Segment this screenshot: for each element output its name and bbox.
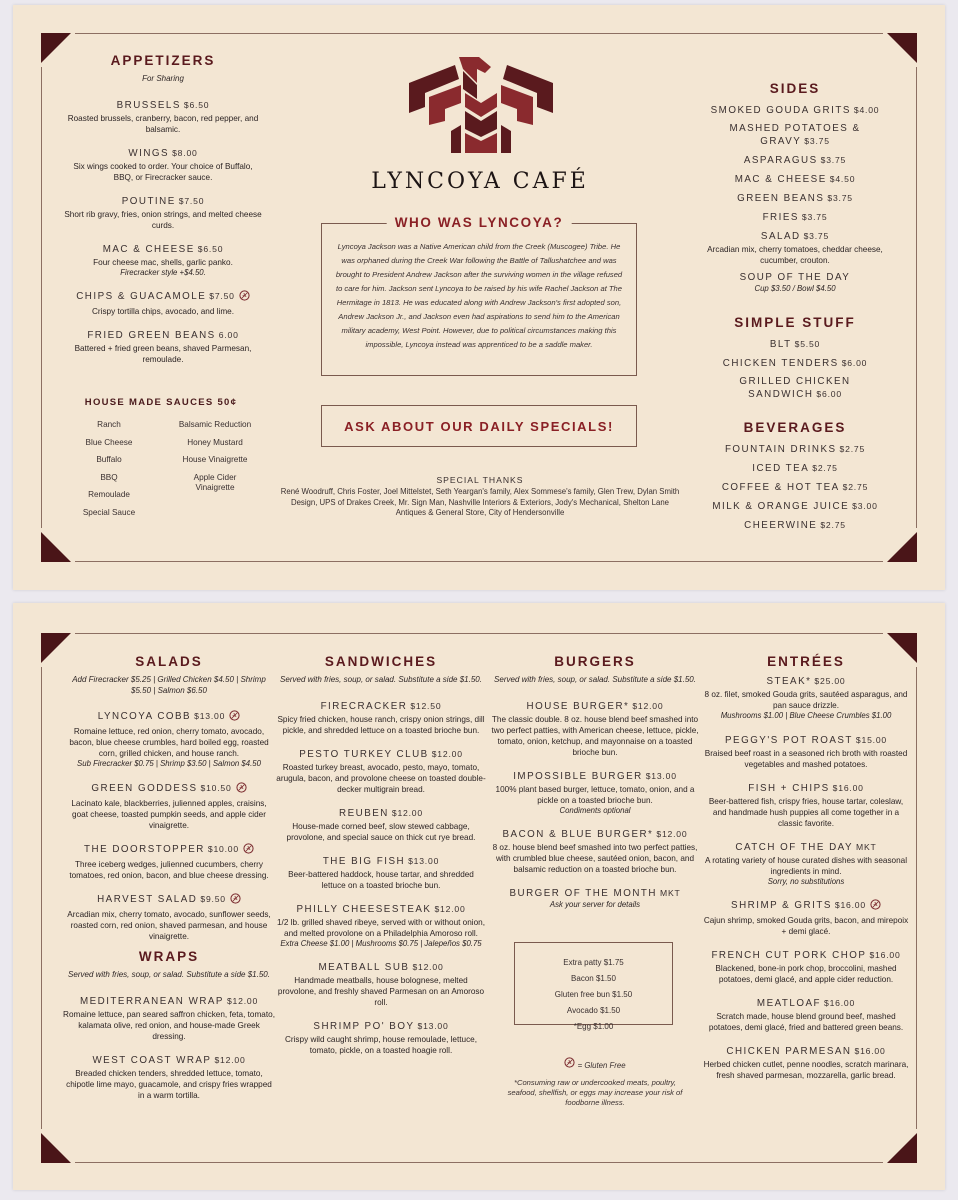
- item-name: MEATLOAF: [756, 998, 821, 1009]
- section-title: SANDWICHES: [324, 654, 438, 669]
- item-name: BURGER OF THE MONTH: [509, 888, 657, 899]
- item-price: $3.75: [827, 193, 853, 203]
- menu-item: [275, 807, 487, 843]
- item-price: $4.00: [853, 105, 880, 115]
- sauce-item: Special Sauce: [82, 507, 136, 517]
- item-description: Beer-battered fish, crispy fries, house tartar, coleslaw, and handmade hush puppies all come together in a classic favorite.: [708, 796, 904, 828]
- menu-item: [275, 855, 487, 891]
- item-header: [701, 899, 911, 914]
- menu-item: [701, 899, 911, 937]
- item-header: [700, 519, 890, 532]
- item-name: PEGGY'S POT ROAST: [725, 734, 853, 746]
- item-name: CHIPS & GUACAMOLE: [76, 291, 207, 302]
- item-price: $10.50: [200, 782, 232, 793]
- item-header: [63, 710, 275, 725]
- item-header: [63, 290, 263, 305]
- item-note: Condiments optional: [559, 805, 631, 815]
- item-price: MKT: [856, 841, 877, 852]
- item-price: $6.00: [816, 389, 842, 399]
- item-description: 8 oz. house blend beef smashed into two perfect patties, with crumbled blue cheese, sautéed onion, bacon, and balsamic reduction on a toasted brioche bun.: [492, 843, 698, 874]
- item-name: MEATBALL SUB: [318, 962, 410, 973]
- item-price: $13.00: [408, 855, 440, 866]
- item-name: HOUSE BURGER*: [526, 700, 630, 712]
- menu-item: [63, 843, 275, 881]
- item-description: House-made corned beef, slow stewed cabbage, provolone, and special sauce on thick cut rye bread.: [286, 821, 476, 842]
- item-name: WEST COAST WRAP: [92, 1054, 212, 1066]
- item-price: $12.00: [391, 807, 423, 818]
- menu-item: [701, 949, 911, 985]
- item-header: [275, 855, 487, 868]
- item-name: WINGS: [128, 147, 170, 159]
- burger-addons-box: [514, 942, 673, 1031]
- item-header: [700, 211, 890, 224]
- item-price: $2.75: [820, 520, 846, 530]
- sauce-item: Blue Cheese: [85, 437, 133, 447]
- section-subtitle: Served with fries, soup, or salad. Substitute a side $1.50.: [68, 970, 270, 979]
- sauces-right-list: [175, 420, 255, 525]
- menu-item: [275, 700, 487, 736]
- item-price: $16.00: [854, 1046, 886, 1056]
- gluten-free-icon: [229, 710, 240, 725]
- item-price: $7.50: [209, 291, 235, 301]
- item-note: Mushrooms $1.00 | Blue Cheese Crumbles $1.00: [720, 711, 892, 720]
- item-description: Crispy tortilla chips, avocado, and lime.: [92, 307, 234, 316]
- simple-stuff-section: [700, 315, 890, 407]
- item-price: $6.00: [841, 358, 868, 368]
- item-header: [700, 173, 890, 186]
- item-price: $5.50: [794, 339, 821, 349]
- item-price: $9.50: [200, 893, 226, 904]
- eagle-logo: [403, 55, 559, 155]
- item-name: THE DOORSTOPPER: [84, 843, 205, 855]
- item-price: $3.75: [803, 231, 830, 241]
- menu-item: [700, 500, 890, 513]
- menu-item: [275, 903, 487, 950]
- item-price: $3.75: [804, 136, 830, 146]
- item-price: $16.00: [823, 998, 856, 1008]
- section-title: BEVERAGES: [743, 420, 847, 435]
- item-name: BLT: [769, 339, 792, 350]
- addon-item: *Egg $1.00: [573, 1022, 614, 1031]
- item-name: ICED TEA: [752, 463, 810, 474]
- menu-item: [489, 700, 701, 758]
- section-subtitle: For Sharing: [142, 74, 184, 83]
- cafe-name: LYNCOYA CAFÉ: [371, 169, 589, 194]
- item-description: 1/2 lb. grilled shaved ribeye, served with or without onion, and melted provolone on a Philadelphia Amoroso roll.: [277, 917, 485, 938]
- item-name: SHRIMP PO' BOY: [313, 1021, 415, 1032]
- item-header: [700, 481, 890, 494]
- sauce-item: Balsamic Reduction: [178, 420, 252, 429]
- item-header: [700, 462, 890, 475]
- item-header: [489, 887, 701, 900]
- item-note: Sorry, no substitutions: [767, 876, 845, 886]
- item-description: 8 oz. filet, smoked Gouda grits, sautéed asparagus, and pan sauce drizzle.: [704, 690, 908, 710]
- item-description: Roasted turkey breast, avocado, pesto, mayo, tomato, arugula, bacon, and provolone cheese on toasted double-decker multigrain bread.: [276, 762, 486, 794]
- item-name: LYNCOYA COBB: [97, 711, 192, 722]
- sauce-item: Remoulade: [88, 490, 130, 499]
- section-title: WRAPS: [138, 949, 200, 964]
- raw-food-warning: *Consuming raw or undercooked meats, poultry, seafood, shellfish, or eggs may increase your risk of foodborne illness.: [507, 1078, 683, 1107]
- item-header: [275, 961, 487, 974]
- about-text: Lyncoya Jackson was a Native American child from the Creek (Muscogee) Tribe. He was orphaned during the Creek War following the Battle of Tallushatchee and was brought to President Andrew Jackson after the surviving women in the village refused to care for him. Jackson sent Lyncoya to be raised by his wife Rachel Jackson at The Hermitage in 1813. He was educated along with Andrew Jackson's first adopted son, Andrew Jackson Jr., and Jackson even had aspirations to send him to the American military academy, West Point. However, due to political circumstances making this impossible, Lyncoya instead was apprenticed to be a saddle maker.: [335, 242, 623, 349]
- menu-item: [700, 211, 890, 224]
- item-price: $12.00: [431, 748, 463, 759]
- item-price: MKT: [659, 888, 681, 898]
- item-price: $2.75: [812, 463, 838, 473]
- section-title: SIDES: [769, 81, 821, 96]
- item-header: [701, 675, 911, 688]
- daily-specials-label: ASK ABOUT OUR DAILY SPECIALS!: [344, 418, 614, 434]
- item-name: FOUNTAIN DRINKS: [724, 444, 837, 455]
- menu-item: [63, 329, 263, 365]
- item-header: [701, 734, 911, 747]
- item-name: FIRECRACKER: [320, 700, 408, 712]
- menu-item: [275, 748, 487, 795]
- item-description: Roasted brussels, cranberry, bacon, red pepper, and balsamic.: [67, 113, 259, 134]
- menu-item: [63, 710, 275, 770]
- sauce-item: Buffalo: [96, 455, 122, 464]
- item-name: BRUSSELS: [116, 99, 181, 111]
- item-name: MAC & CHEESE: [102, 243, 195, 255]
- section-title: APPETIZERS: [110, 53, 216, 68]
- item-header: [63, 843, 275, 858]
- item-header: [700, 500, 890, 513]
- menu-item: [63, 99, 263, 135]
- item-name: POUTINE: [121, 195, 176, 207]
- thanks-title: SPECIAL THANKS: [436, 475, 524, 485]
- item-note: Sub Firecracker $0.75 | Shrimp $3.50 | Salmon $4.50: [77, 759, 261, 768]
- item-price: $13.00: [417, 1021, 449, 1031]
- item-header: [700, 154, 890, 167]
- addon-item: Bacon $1.50: [571, 974, 616, 983]
- item-header: [275, 807, 487, 820]
- item-description: Arcadian mix, cherry tomatoes, cheddar cheese, cucumber, crouton.: [707, 245, 883, 265]
- section-subtitle: Add Firecracker $5.25 | Grilled Chicken $4.50 | Shrimp $5.50 | Salmon $6.50: [72, 675, 266, 695]
- item-header: [701, 1045, 911, 1058]
- item-header: [700, 104, 890, 117]
- item-price: $12.00: [434, 903, 466, 914]
- item-name: ASPARAGUS: [743, 155, 818, 166]
- item-price: $10.00: [207, 843, 239, 854]
- gluten-free-icon: [239, 290, 250, 305]
- gluten-free-legend: [499, 1057, 691, 1070]
- menu-item: [701, 675, 911, 722]
- menu-item: [700, 443, 890, 456]
- item-header: [63, 782, 275, 797]
- menu-item: [700, 357, 890, 370]
- item-price: $8.00: [172, 147, 198, 158]
- item-price: $15.00: [855, 734, 887, 745]
- item-description: Blackened, bone-in pork chop, broccolini, mashed potatoes, demi glacé, and apple cider reduction.: [715, 964, 897, 984]
- daily-specials-banner: [321, 405, 637, 447]
- menu-item: [489, 828, 701, 875]
- menu-item: [489, 770, 701, 817]
- item-description: 100% plant based burger, lettuce, tomato, onion, and a pickle on a toasted brioche bun.: [495, 784, 695, 805]
- item-description: Battered + fried green beans, shaved Parmesan, remoulade.: [74, 344, 252, 364]
- item-name: SMOKED GOUDA GRITS: [710, 105, 851, 116]
- item-header: [63, 329, 263, 342]
- sauce-item: Ranch: [97, 420, 121, 429]
- footnotes: [499, 1057, 691, 1108]
- menu-item: [63, 995, 275, 1042]
- item-name: BACON & BLUE BURGER*: [502, 829, 654, 840]
- item-name: MAC & CHEESE: [734, 174, 827, 185]
- item-description: Scratch made, house blend ground beef, mashed potatoes, demi glacé, fried and battered green beans.: [708, 1012, 904, 1032]
- item-price: $12.00: [226, 995, 259, 1006]
- item-price: $25.00: [814, 676, 846, 686]
- addon-item: Gluten free bun $1.50: [554, 990, 633, 999]
- menu-item: [700, 123, 890, 148]
- sauces-section: [61, 397, 261, 525]
- menu-page-front: [13, 5, 945, 590]
- appetizers-section: [63, 53, 263, 377]
- item-note: Ask your server for details: [549, 900, 641, 909]
- item-header: [275, 903, 487, 916]
- item-price: $12.00: [214, 1054, 246, 1065]
- item-header: [275, 748, 487, 761]
- item-header: [700, 272, 890, 284]
- menu-item: [701, 997, 911, 1033]
- salads-section: [63, 654, 275, 954]
- item-description: Breaded chicken tenders, shredded lettuce, tomato, chipotle lime mayo, guacamole, and crispy fries wrapped in a warm tortilla.: [66, 1068, 272, 1100]
- menu-item: [489, 887, 701, 911]
- item-price: $12.00: [656, 829, 688, 839]
- addon-item: Avocado $1.50: [566, 1006, 621, 1015]
- item-name: CATCH OF THE DAY: [735, 841, 854, 853]
- item-name: THE BIG FISH: [322, 855, 406, 867]
- burgers-section: [489, 654, 701, 923]
- sauce-item: BBQ: [100, 472, 118, 482]
- section-title: BURGERS: [554, 654, 636, 669]
- sides-section: [700, 81, 890, 301]
- item-name: GRILLED CHICKEN SANDWICH: [739, 376, 851, 400]
- menu-item: [700, 481, 890, 494]
- item-header: [489, 828, 701, 841]
- item-header: [63, 195, 263, 208]
- thanks-text: René Woodruff, Chris Foster, Joel Mittelstet, Seth Yeargan's family, Alex Sommese's family, Glen Trew, Dylan Smith Design, UPS of Drakes Creek, Mr. Sign Man, Nashville Interiors & Exteriors, Jody's Mechanical, Shelton Lane Antiques & General Store, City of Hendersonville: [280, 487, 680, 517]
- item-price: $16.00: [834, 900, 866, 910]
- item-price: $13.00: [645, 770, 677, 781]
- item-header: [275, 700, 487, 713]
- item-name: COFFEE & HOT TEA: [721, 482, 840, 493]
- item-note: Firecracker style +$4.50.: [120, 267, 206, 277]
- special-thanks: [275, 475, 685, 519]
- item-header: [701, 997, 911, 1010]
- item-name: IMPOSSIBLE BURGER: [513, 770, 643, 782]
- item-name: PESTO TURKEY CLUB: [299, 748, 429, 760]
- item-header: [701, 841, 911, 854]
- item-price: $12.00: [412, 962, 444, 972]
- item-header: [489, 700, 701, 713]
- menu-item: [700, 192, 890, 205]
- item-name: FISH + CHIPS: [748, 782, 830, 794]
- item-description: Lacinato kale, blackberries, julienned apples, craisins, goat cheese, toasted pumpkin seeds, and apple cider vinaigrette.: [71, 798, 267, 830]
- item-description: Romaine lettuce, pan seared saffron chicken, feta, tomato, kalamata olive, red onion, and house-made Greek dressing.: [63, 1009, 275, 1041]
- item-header: [63, 147, 263, 160]
- wraps-section: [63, 949, 275, 1113]
- sauces-title: HOUSE MADE SAUCES 50¢: [84, 397, 238, 408]
- item-note: Cup $3.50 / Bowl $4.50: [754, 284, 836, 293]
- item-price: $3.75: [801, 212, 828, 222]
- menu-item: [700, 519, 890, 532]
- menu-item: [63, 782, 275, 831]
- item-name: SHRIMP & GRITS: [731, 900, 832, 911]
- menu-item: [700, 376, 890, 401]
- section-subtitle: Served with fries, soup, or salad. Substitute a side $1.50.: [280, 675, 482, 684]
- item-description: Arcadian mix, cherry tomato, avocado, sunflower seeds, roasted corn, red onion, shaved parmesan, and house vinaigrette.: [67, 909, 271, 941]
- menu-item: [701, 1045, 911, 1081]
- item-name: PHILLY CHEESESTEAK: [296, 903, 432, 915]
- entrees-section: [701, 654, 911, 1093]
- item-header: [701, 782, 911, 795]
- item-price: $6.50: [197, 243, 224, 254]
- item-header: [700, 192, 890, 205]
- item-header: [700, 123, 890, 148]
- gluten-free-icon: [870, 899, 881, 914]
- sauces-left-list: [69, 420, 149, 525]
- item-name: CHICKEN TENDERS: [722, 358, 839, 369]
- menu-item: [63, 1054, 275, 1101]
- item-header: [63, 243, 263, 256]
- item-name: FRIED GREEN BEANS: [87, 330, 216, 341]
- section-title: SIMPLE STUFF: [734, 315, 856, 330]
- item-description: Spicy fried chicken, house ranch, crispy onion strings, dill pickle, and shredded lettuce on a toasted brioche bun.: [277, 714, 485, 735]
- item-header: [701, 949, 911, 962]
- menu-item: [63, 893, 275, 942]
- item-description: Short rib gravy, fries, onion strings, and melted cheese curds.: [64, 209, 262, 230]
- item-header: [700, 443, 890, 456]
- menu-item: [63, 195, 263, 231]
- item-description: Six wings cooked to order. Your choice of Buffalo, BBQ, or Firecracker sauce.: [73, 161, 253, 182]
- item-name: HARVEST SALAD: [97, 893, 198, 905]
- item-price: $16.00: [832, 782, 864, 793]
- item-header: [489, 770, 701, 783]
- about-title: WHO WAS LYNCOYA?: [387, 215, 572, 230]
- item-note: Extra Cheese $1.00 | Mushrooms $0.75 | Jalepeños $0.75: [280, 938, 482, 948]
- item-price: $3.00: [852, 501, 878, 511]
- beverages-section: [700, 420, 890, 538]
- menu-item: [701, 734, 911, 770]
- menu-item: [275, 1020, 487, 1056]
- gluten-free-icon: [243, 843, 254, 858]
- menu-item: [63, 290, 263, 317]
- section-title: SALADS: [135, 654, 203, 669]
- item-header: [275, 1020, 487, 1033]
- gluten-free-icon: [564, 1061, 575, 1070]
- gluten-free-icon: [236, 782, 247, 797]
- menu-item: [63, 147, 263, 183]
- item-price: $13.00: [194, 711, 226, 721]
- menu-page-back: [13, 603, 945, 1190]
- menu-item: [701, 782, 911, 829]
- sandwiches-section: [275, 654, 487, 1068]
- menu-item: [700, 104, 890, 117]
- item-price: $2.75: [839, 444, 866, 454]
- item-header: [63, 99, 263, 112]
- item-name: STEAK*: [766, 676, 812, 687]
- item-name: MASHED POTATOES & GRAVY: [729, 123, 861, 147]
- item-name: FRENCH CUT PORK CHOP: [711, 950, 867, 961]
- item-description: Cajun shrimp, smoked Gouda grits, bacon, and mirepoix + demi glacé.: [703, 916, 909, 936]
- item-name: CHICKEN PARMESAN: [726, 1046, 852, 1057]
- item-description: Romaine lettuce, red onion, cherry tomato, avocado, bacon, blue cheese crumbles, hard boiled egg, roasted corn, grilled chicken, and house ranch.: [69, 727, 269, 758]
- item-price: 6.00: [218, 330, 239, 340]
- menu-item: [700, 230, 890, 266]
- menu-item: [701, 841, 911, 888]
- sauce-item: Apple Cider Vinaigrette: [193, 472, 237, 492]
- menu-item: [700, 272, 890, 295]
- item-price: $4.50: [829, 174, 856, 184]
- menu-item: [700, 154, 890, 167]
- gluten-free-icon: [230, 893, 241, 908]
- item-price: $16.00: [869, 950, 901, 960]
- menu-item: [700, 462, 890, 475]
- item-price: $6.50: [183, 99, 210, 110]
- item-description: Crispy wild caught shrimp, house remoulade, lettuce, tomato, pickle, on a toasted hoagie roll.: [284, 1035, 478, 1055]
- menu-item: [63, 243, 263, 279]
- about-box: [321, 215, 637, 376]
- item-header: [700, 230, 890, 243]
- item-header: [63, 995, 275, 1008]
- item-price: $12.00: [632, 700, 664, 711]
- item-description: Three iceberg wedges, julienned cucumbers, cherry tomatoes, red onion, bacon, and blue cheese dressing.: [69, 859, 269, 880]
- item-price: $12.50: [410, 700, 442, 711]
- item-name: MILK & ORANGE JUICE: [712, 501, 850, 512]
- section-subtitle: Served with fries, soup, or salad. Substitute a side $1.50.: [494, 675, 696, 684]
- addon-item: Extra patty $1.75: [563, 958, 624, 967]
- item-name: CHEERWINE: [744, 520, 818, 531]
- item-description: Braised beef roast in a seasoned rich broth with roasted vegetables and mashed potatoes.: [704, 748, 908, 769]
- item-description: A rotating variety of house curated dishes with seasonal ingredients in mind.: [704, 855, 908, 876]
- menu-item: [275, 961, 487, 1008]
- item-description: Herbed chicken cutlet, penne noodles, scratch marinara, fresh shaved parmesan, mozzarella, garlic bread.: [703, 1060, 909, 1080]
- item-name: FRIES: [762, 212, 799, 223]
- item-name: GREEN GODDESS: [91, 782, 198, 794]
- item-header: [63, 893, 275, 908]
- item-header: [700, 357, 890, 370]
- item-name: REUBEN: [339, 807, 389, 819]
- item-description: Four cheese mac, shells, garlic panko.: [93, 257, 233, 267]
- menu-item: [700, 173, 890, 186]
- sauce-item: Honey Mustard: [187, 437, 243, 447]
- item-name: GREEN BEANS: [737, 193, 825, 204]
- item-name: SOUP OF THE DAY: [739, 272, 851, 283]
- item-price: $7.50: [178, 195, 205, 206]
- item-description: Handmade meatballs, house bolognese, melted provolone, and freshly shaved Parmesan on an Amoroso roll.: [277, 976, 485, 1007]
- item-header: [63, 1054, 275, 1067]
- item-header: [700, 376, 890, 401]
- sauce-item: House Vinaigrette: [182, 455, 248, 464]
- item-name: MEDITERRANEAN WRAP: [79, 995, 224, 1007]
- item-price: $3.75: [820, 155, 847, 165]
- item-price: $2.75: [842, 482, 869, 492]
- item-header: [700, 338, 890, 351]
- item-description: Beer-battered haddock, house tartar, and shredded lettuce on a toasted brioche bun.: [288, 869, 474, 890]
- section-title: ENTRÉES: [767, 654, 845, 669]
- item-description: The classic double. 8 oz. house blend beef smashed into two perfect patties, with American cheese, lettuce, pickle, tomato, onion, ketchup, and mayonnaise on a toasted brioche bun.: [491, 714, 699, 757]
- gluten-free-label: = Gluten Free: [577, 1061, 626, 1070]
- item-name: SALAD: [760, 231, 801, 242]
- menu-item: [700, 338, 890, 351]
